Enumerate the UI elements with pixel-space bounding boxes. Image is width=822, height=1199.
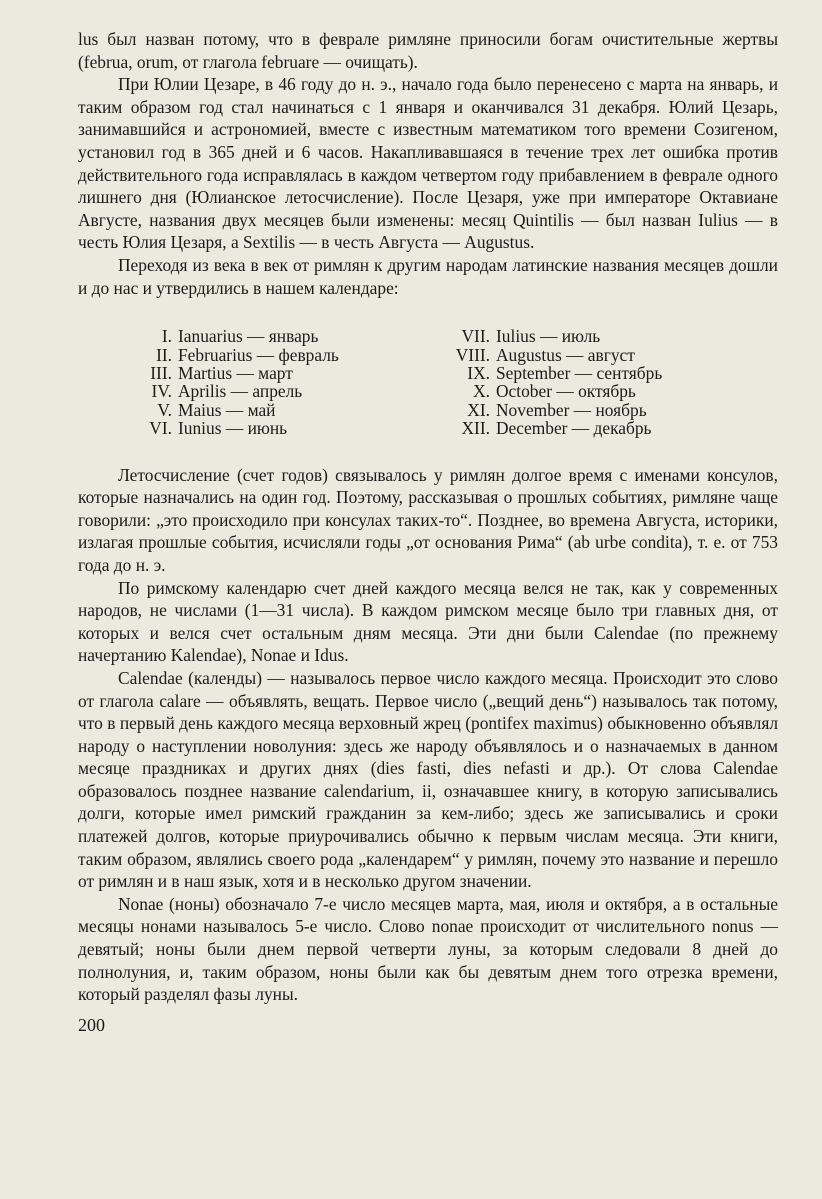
month-number: I. <box>161 326 172 347</box>
month-name: Iunius — июнь <box>178 418 288 439</box>
month-number: IX. <box>467 362 490 383</box>
month-name: Ianuarius — январь <box>178 326 319 347</box>
month-name: Februarius — февраль <box>178 344 339 365</box>
month-name: Maius — май <box>178 399 276 420</box>
month-item <box>140 364 440 382</box>
month-name: November — ноябрь <box>496 399 647 420</box>
book-page <box>78 28 778 1036</box>
month-item <box>140 346 440 364</box>
paragraph-julian-reform: При Юлии Цезаре, в 46 году до н. э., начало года было перенесено с марта на январь, и таким образом год стал начинаться с 1 января и оканчивался 31 декабря. Юлий Цезарь, занимавшийся и астрономией, вместе с известным математиком того времени Созигеном, установил год в 365 дней и 6 часов. Накапливавшаяся в течение трех лет ошибка против действительного года исправлялась в каждом четвертом году прибавлением в феврале одного лишнего дня (Юлианское летосчисление). После Цезаря, уже при императоре Октавиане Августе, названия двух месяцев были изменены: месяц Quintilis — был назван Iulius — в честь Юлия Цезаря, а Sextilis — в честь Августа — Augustus. <box>78 74 778 253</box>
month-number: IV. <box>151 381 172 402</box>
month-item <box>444 401 662 419</box>
month-name: Aprilis — апрель <box>178 381 303 402</box>
month-name: September — сентябрь <box>496 362 663 383</box>
paragraph-calendae: Calendae (календы) — называлось первое число каждого месяца. Происходит это слово от глагола calare — объявлять, вещать. Первое число („вещий день“) называлось так потому, что в первый день каждого месяца верховный жрец (pontifex maximus) обыкновенно объявлял народу о наступлении новолуния: здесь же народу объявлялось и о назначаемых в данном месяце праздниках и других днях (dies fasti, dies nefasti и др.). От слова Calendae образовалось позднее название calendarium, ii, означавшее книгу, в которую записывались долги, которые имел римский гражданин за кем-либо; здесь же записывались и сроки платежей долгов, которые приурочивались обычно к первым числам месяца. Эти книги, таким образом, являлись своего рода „календарем“ у римлян, почему это название и перешло от римлян и в наш язык, хотя и в несколько другом значении. <box>78 667 778 892</box>
month-number: VIII. <box>455 344 490 365</box>
paragraph-month-names-intro: Переходя из века в век от римлян к другим народам латинские названия месяцев дошли и до нас и утвердились в нашем календаре: <box>78 254 778 298</box>
month-number: VI. <box>149 418 172 439</box>
month-number: VII. <box>461 326 490 347</box>
paragraph-main-days: По римскому календарю счет дней каждого месяца велся не так, как у современных народов, не числами (1—31 числа). В каждом римском месяце было три главных дня, от которых и велся счет остальным дням месяца. Эти дни были Calendae (по прежнему начертанию Kalendae), Nonae и Idus. <box>78 577 778 666</box>
month-list <box>78 327 778 437</box>
month-list-column-right <box>444 327 662 437</box>
month-item <box>140 419 440 437</box>
month-number: X. <box>473 381 490 402</box>
month-number: XI. <box>467 399 490 420</box>
month-name: December — декабрь <box>496 418 652 439</box>
month-item <box>444 382 662 400</box>
month-name: October — октябрь <box>496 381 636 402</box>
month-item <box>140 327 440 345</box>
month-number: V. <box>157 399 172 420</box>
paragraph-februarius-origin: lus был назван потому, что в феврале римляне приносили богам очистительные жертвы (februa, orum, от глагола februare — очищать). <box>78 29 778 72</box>
month-name: Iulius — июль <box>496 326 601 347</box>
month-item <box>444 327 662 345</box>
month-item <box>444 346 662 364</box>
month-item <box>444 419 662 437</box>
month-number: II. <box>156 344 172 365</box>
paragraph-nonae: Nonae (ноны) обозначало 7-е число месяцев марта, мая, июля и октября, а в остальные месяцы нонами называлось 5-е число. Слово nonae происходит от числительного nonus — девятый; ноны были днем первой четверти луны, за которым следовали 8 дней до полнолуния, и, таким образом, ноны были как бы девятым днем того отрезка времени, который разделял фазы луны. <box>78 893 778 1005</box>
month-name: Martius — март <box>178 362 293 383</box>
page-number: 200 <box>78 1014 105 1035</box>
month-item <box>140 401 440 419</box>
paragraph-year-reckoning: Летосчисление (счет годов) связывалось у римлян долгое время с именами консулов, которые назначались на один год. Поэтому, рассказывая о прошлых событиях, римляне чаще говорили: „это происходило при консулах таких-то“. Позднее, во времена Августа, историки, излагая прошлые события, исчисляли годы „от основания Рима“ (ab urbe condita), т. е. от 753 года до н. э. <box>78 464 778 575</box>
month-number: XII. <box>461 418 490 439</box>
month-item <box>444 364 662 382</box>
month-list-column-left <box>140 327 440 437</box>
month-name: Augustus — август <box>496 344 635 365</box>
month-item <box>140 382 440 400</box>
month-number: III. <box>150 362 172 383</box>
